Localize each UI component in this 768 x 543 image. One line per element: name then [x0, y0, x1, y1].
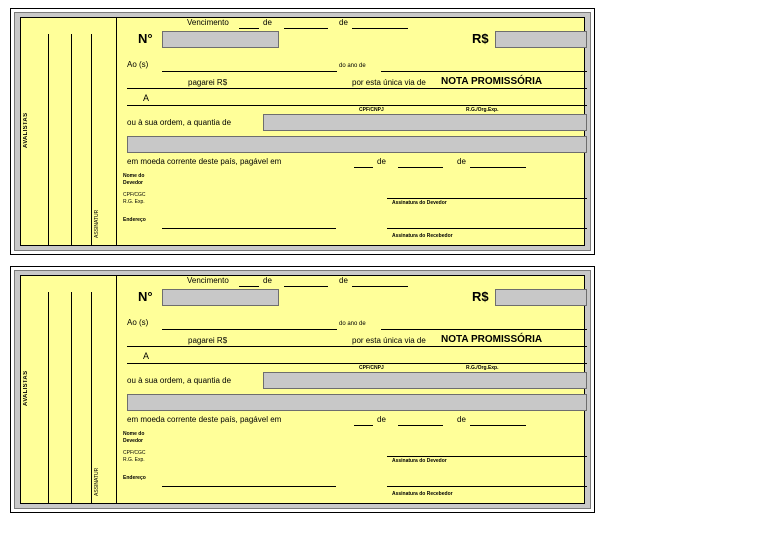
due-year-line[interactable] — [352, 28, 408, 29]
receiver-signature-line[interactable] — [387, 486, 587, 487]
address-label: Endereço — [123, 475, 146, 481]
cpf-cgc-label: CPF/CGC — [123, 192, 146, 198]
rg-exp-label: R.G. Exp. — [123, 199, 145, 205]
promissory-note-1 — [10, 8, 595, 255]
rg-org-label: R.G./Org.Exp. — [466, 107, 499, 113]
number-field[interactable] — [162, 289, 279, 306]
number-label: N° — [138, 289, 153, 304]
sole-copy-label: por esta única via de — [352, 78, 426, 87]
note-body — [20, 17, 585, 246]
due-de-2: de — [339, 276, 348, 285]
due-day-line[interactable] — [239, 286, 259, 287]
due-day-line[interactable] — [239, 28, 259, 29]
cpf-cgc-label: CPF/CGC — [123, 450, 146, 456]
payable-month-line[interactable] — [398, 425, 443, 426]
due-date-label: Vencimento — [187, 276, 229, 285]
cpf-cnpj-label: CPF/CNPJ — [359, 365, 384, 371]
due-de-1: de — [263, 276, 272, 285]
amount-field[interactable] — [495, 289, 587, 306]
amount-field[interactable] — [495, 31, 587, 48]
amount-label: R$ — [472, 31, 489, 46]
rg-exp-label: R.G. Exp. — [123, 457, 145, 463]
amount-words-field-2[interactable] — [127, 394, 587, 411]
debtor-signature-line[interactable] — [387, 456, 587, 457]
payable-de-1: de — [377, 157, 386, 166]
year-label: do ano de — [339, 321, 366, 327]
promissory-note-title: NOTA PROMISSÓRIA — [441, 76, 543, 87]
year-line[interactable] — [381, 71, 587, 72]
promissory-note-title: NOTA PROMISSÓRIA — [441, 334, 543, 345]
debtor-name-label-2: Devedor — [123, 438, 144, 444]
debtor-signature-line[interactable] — [387, 198, 587, 199]
amount-words-field[interactable] — [263, 372, 587, 389]
pay-label: pagarei R$ — [188, 78, 228, 87]
address-line[interactable] — [162, 228, 336, 229]
to-label: Ao (s) — [127, 60, 149, 69]
receiver-signature-line[interactable] — [387, 228, 587, 229]
to-line[interactable] — [162, 71, 337, 72]
year-label: do ano de — [339, 63, 366, 69]
cpf-cnpj-label: CPF/CNPJ — [359, 107, 384, 113]
currency-label: em moeda corrente deste país, pagável em — [127, 157, 282, 166]
due-date-label: Vencimento — [187, 18, 229, 27]
payable-place-line[interactable] — [354, 425, 373, 426]
guarantor-signature-label: ASSINATUR — [94, 209, 100, 239]
payable-place-line[interactable] — [354, 167, 373, 168]
rg-org-label: R.G./Org.Exp. — [466, 365, 499, 371]
debtor-signature-label: Assinatura do Devedor — [392, 200, 447, 206]
payee-line[interactable] — [127, 105, 587, 106]
payable-de-2: de — [457, 415, 466, 424]
year-line[interactable] — [381, 329, 587, 330]
address-line[interactable] — [162, 486, 336, 487]
due-month-line[interactable] — [284, 28, 328, 29]
guarantors-label: AVALISTAS — [23, 370, 29, 406]
payee-label: A — [143, 93, 150, 103]
number-field[interactable] — [162, 31, 279, 48]
amount-words-field-2[interactable] — [127, 136, 587, 153]
to-label: Ao (s) — [127, 318, 149, 327]
payee-label: A — [143, 351, 150, 361]
note-frame — [14, 12, 591, 251]
order-amount-label: ou à sua ordem, a quantia de — [127, 118, 232, 127]
guarantor-signature-label: ASSINATUR — [94, 467, 100, 497]
sole-copy-label: por esta única via de — [352, 336, 426, 345]
to-line[interactable] — [162, 329, 337, 330]
payable-de-2: de — [457, 157, 466, 166]
receiver-signature-label: Assinatura do Recebedor — [392, 233, 453, 239]
payable-month-line[interactable] — [398, 167, 443, 168]
due-year-line[interactable] — [352, 286, 408, 287]
currency-label: em moeda corrente deste país, pagável em — [127, 415, 282, 424]
debtor-name-label-1: Nome do — [123, 431, 145, 437]
note-frame — [14, 270, 591, 509]
due-de-1: de — [263, 18, 272, 27]
note-body — [20, 275, 585, 504]
receiver-signature-label: Assinatura do Recebedor — [392, 491, 453, 497]
pay-line — [127, 88, 587, 89]
guarantors-label: AVALISTAS — [23, 112, 29, 148]
debtor-signature-label: Assinatura do Devedor — [392, 458, 447, 464]
debtor-name-label-1: Nome do — [123, 173, 145, 179]
payable-de-1: de — [377, 415, 386, 424]
due-de-2: de — [339, 18, 348, 27]
pay-label: pagarei R$ — [188, 336, 228, 345]
address-label: Endereço — [123, 217, 146, 223]
payee-line[interactable] — [127, 363, 587, 364]
amount-label: R$ — [472, 289, 489, 304]
pay-line — [127, 346, 587, 347]
guarantor-column — [21, 18, 117, 245]
amount-words-field[interactable] — [263, 114, 587, 131]
promissory-note-2 — [10, 266, 595, 513]
due-month-line[interactable] — [284, 286, 328, 287]
guarantor-column — [21, 276, 117, 503]
number-label: N° — [138, 31, 153, 46]
debtor-name-label-2: Devedor — [123, 180, 144, 186]
payable-year-line[interactable] — [470, 167, 526, 168]
payable-year-line[interactable] — [470, 425, 526, 426]
order-amount-label: ou à sua ordem, a quantia de — [127, 376, 232, 385]
